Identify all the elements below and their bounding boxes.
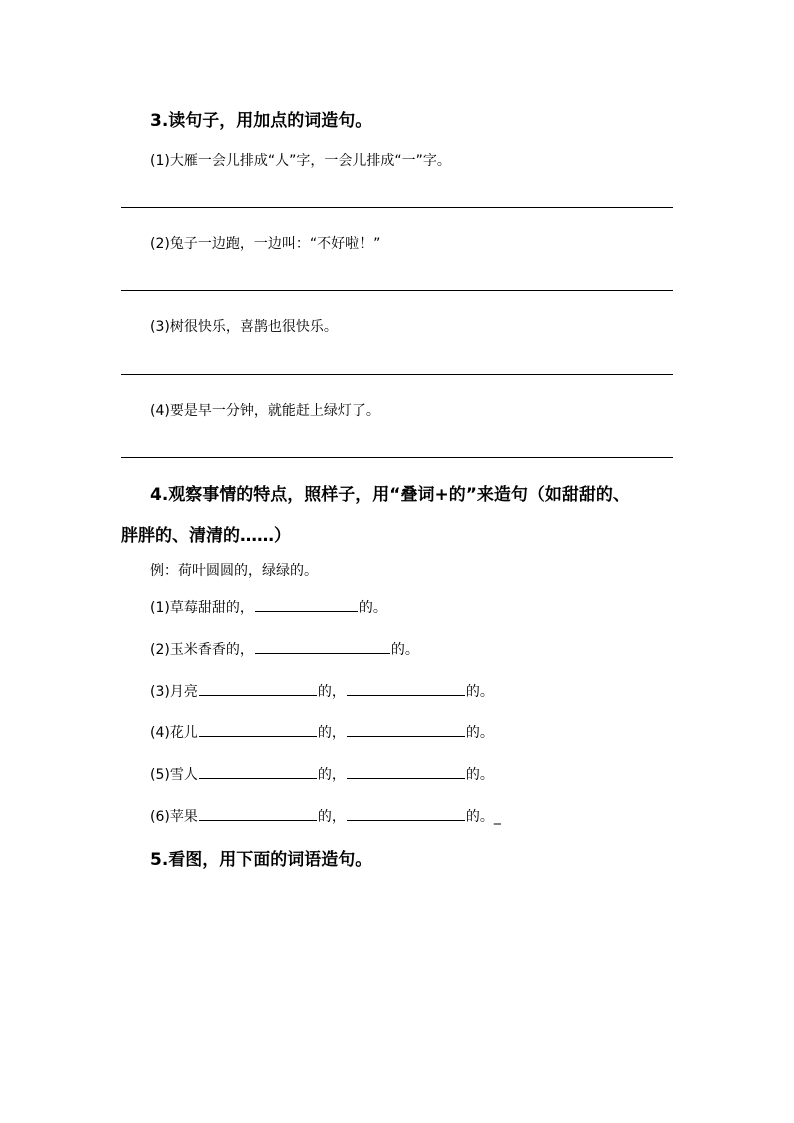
fill-item-suffix: 的。 xyxy=(390,642,419,658)
example-sentence: 例：荷叶圆圆的，绿绿的。 xyxy=(150,563,318,579)
answer-line-3 xyxy=(121,374,673,375)
fill-item-1 xyxy=(150,597,387,617)
fill-item-6 xyxy=(150,806,501,826)
fill-item-prefix: (3)月亮 xyxy=(150,684,198,700)
fill-item-5 xyxy=(150,764,494,784)
fill-item-mid: 的， xyxy=(317,809,346,825)
fill-item-suffix: 的。_ xyxy=(465,809,501,825)
fill-blank[interactable] xyxy=(255,597,358,612)
fill-item-prefix: (6)苹果 xyxy=(150,809,198,825)
fill-item-suffix: 的。 xyxy=(465,725,494,741)
fill-item-prefix: (1)草莓甜甜的， xyxy=(150,600,254,616)
fill-item-suffix: 的。 xyxy=(465,767,494,783)
fill-item-prefix: (2)玉米香香的， xyxy=(150,642,254,658)
fill-item-mid: 的， xyxy=(317,684,346,700)
fill-item-2 xyxy=(150,639,419,659)
sentence-item-3: (3)树很快乐，喜鹊也很快乐。 xyxy=(150,319,338,335)
fill-blank[interactable] xyxy=(347,806,465,821)
fill-blank[interactable] xyxy=(199,764,317,779)
fill-blank[interactable] xyxy=(347,722,465,737)
section-4-heading-line-1: 4.观察事情的特点，照样子，用“叠词+的”来造句（如甜甜的、 xyxy=(150,485,630,505)
fill-blank[interactable] xyxy=(347,681,465,696)
sentence-item-4: (4)要是早一分钟，就能赶上绿灯了。 xyxy=(150,403,380,419)
answer-line-1 xyxy=(121,207,673,208)
fill-item-mid: 的， xyxy=(317,725,346,741)
fill-item-prefix: (4)花儿 xyxy=(150,725,198,741)
fill-blank[interactable] xyxy=(347,764,465,779)
sentence-item-1: (1)大雁一会儿排成“人”字，一会儿排成“一”字。 xyxy=(150,153,451,169)
section-5-heading: 5.看图，用下面的词语造句。 xyxy=(150,850,373,870)
answer-line-2 xyxy=(121,290,673,291)
fill-blank[interactable] xyxy=(199,806,317,821)
fill-item-4 xyxy=(150,722,494,742)
fill-blank[interactable] xyxy=(199,722,317,737)
fill-item-suffix: 的。 xyxy=(358,600,387,616)
sentence-item-2: (2)兔子一边跑，一边叫：“不好啦！” xyxy=(150,236,381,252)
section-4-heading-line-2: 胖胖的、清清的……） xyxy=(121,526,291,546)
fill-item-suffix: 的。 xyxy=(465,684,494,700)
answer-line-4 xyxy=(121,457,673,458)
fill-item-mid: 的， xyxy=(317,767,346,783)
fill-item-prefix: (5)雪人 xyxy=(150,767,198,783)
fill-blank[interactable] xyxy=(199,681,317,696)
fill-blank[interactable] xyxy=(255,639,390,654)
fill-item-3 xyxy=(150,681,494,701)
section-3-heading: 3.读句子，用加点的词造句。 xyxy=(150,111,373,131)
